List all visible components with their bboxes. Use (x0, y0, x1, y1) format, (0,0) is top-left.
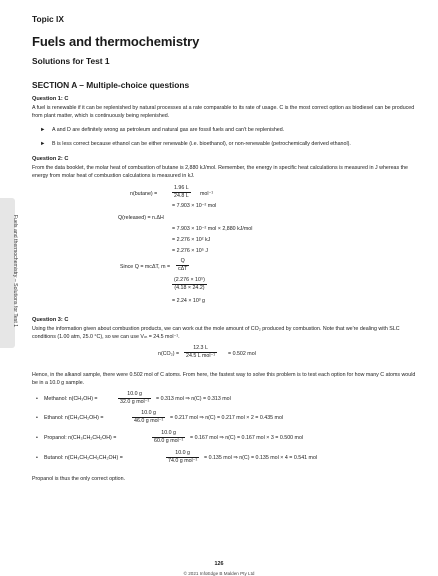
question-2-heading: Question 2: C (32, 156, 69, 162)
fraction-numerator: 10.0 g (132, 410, 165, 418)
option-label: Methanol: n(CH₃OH) = (44, 396, 98, 402)
fraction-numerator: 10.0 g (152, 430, 185, 438)
option-row (32, 391, 416, 409)
question-1-bullet-1 (32, 126, 416, 134)
fraction-denominator: 60.0 g mol⁻¹ (154, 438, 184, 444)
page-subtitle: Solutions for Test 1 (32, 56, 110, 66)
q-released-line-1: = 7.903 × 10⁻² mol × 2,880 kJ/mol (172, 226, 253, 232)
arrow-bullet-icon: ► (40, 141, 46, 147)
section-heading: SECTION A – Multiple-choice questions (32, 80, 190, 90)
co2-fraction (184, 345, 217, 360)
since-label: Since Q = mcΔT, m = (120, 264, 171, 270)
option-result: = 0.217 mol ⇒ n(C) = 0.217 mol × 2 = 0.435 mol (170, 415, 284, 421)
option-label: Propanol: n(CH₃CH₂CH₂OH) = (44, 435, 117, 441)
n-butane-fraction (172, 185, 191, 200)
bullet-dot-icon: • (36, 455, 38, 461)
page-title: Fuels and thermochemistry (32, 34, 200, 49)
option-label: Butanol: n(CH₃CH₂CH₂CH₂OH) = (44, 455, 123, 461)
arrow-bullet-icon: ► (40, 127, 46, 133)
q-released-label: Q(released) = n.ΔH (118, 215, 164, 221)
bullet-dot-icon: • (36, 415, 38, 421)
q-released-line-3: = 2.276 × 10⁵ J (172, 248, 209, 254)
fraction-denominator: 24.5 L mol⁻¹ (186, 353, 216, 359)
topic-label: Topic IX (32, 14, 64, 24)
question-1-bullet-2 (32, 140, 416, 148)
fraction-numerator: 1.96 L (174, 185, 189, 191)
side-label: Fuels and thermochemistry – Solutions for Test 1 (12, 214, 18, 328)
question-1-heading: Question 1: C (32, 96, 69, 102)
option-fraction (166, 450, 199, 465)
fraction-numerator: 10.0 g (166, 450, 199, 458)
fraction-numerator: Q (176, 258, 189, 266)
question-1-body: A fuel is renewable if it can be replenished by natural processes at a rate comparable to its rate of usage. C is the most correct option as biodiesel can be produced from plant matter, which is continuously being replenished. (32, 105, 415, 119)
fraction-numerator: (2.276 × 10⁵) (174, 277, 205, 283)
question-3-hence: Hence, in the alkanol sample, there were 0.502 mol of C atoms. From here, the fastest way to solve this problem is to test each option for how many C atoms would be in a 10.0 g sample. (32, 372, 416, 386)
mass-fraction (176, 258, 189, 273)
page-number: 126 (214, 561, 224, 567)
fraction-numerator: 12.3 L (184, 345, 217, 353)
question-3-body: Using the information given about combustion products, we can work out the mole amount of CO₂ produced by combustion. Note that we're dealing with SLC conditions (1.00 atm, 25.0 °C), so we can use Vₘ = 24.5 mol⁻¹. (32, 326, 400, 340)
n-butane-result: = 7.903 × 10⁻² mol (172, 203, 217, 209)
fraction-denominator: 32.0 g mol⁻¹ (120, 399, 150, 405)
question-1-bullet-2-text: B is less correct because ethanol can be either renewable (i.e. bioethanol), or non-renewable (petrochemically derived ethanol). (52, 141, 351, 147)
option-fraction (118, 391, 151, 406)
option-label: Ethanol: n(CH₃CH₂OH) = (44, 415, 104, 421)
co2-calculation (32, 345, 416, 367)
bullet-dot-icon: • (36, 396, 38, 402)
fraction-denominator: 24.8 L (174, 193, 189, 199)
question-2-working (32, 185, 416, 311)
co2-result: = 0.502 mol (228, 351, 256, 357)
option-fraction (152, 430, 185, 445)
question-3-conclusion: Propanol is thus the only correct option. (32, 476, 126, 482)
co2-label: n(CO₂) = (158, 351, 180, 357)
fraction-denominator: 46.0 g mol⁻¹ (134, 418, 164, 424)
question-1-bullet-1-text: A and D are definitely wrong as petroleum and natural gas are fossil fuels and can't be replenished. (52, 127, 285, 133)
question-2-body: From the data booklet, the molar heat of combustion of butane is 2,880 kJ/mol. Remember, the energy in specific heat calculations is measured in J whereas the energy from molar heat of combustion calculations is measured in kJ. (32, 165, 408, 179)
alkanol-options (32, 391, 416, 471)
option-result: = 0.313 mol ⇒ n(C) = 0.313 mol (156, 396, 231, 402)
mass-result: = 2.24 × 10³ g (172, 298, 205, 304)
option-result: = 0.167 mol ⇒ n(C) = 0.167 mol × 3 = 0.500 mol (190, 435, 304, 441)
option-row (32, 450, 416, 468)
fraction-denominator: cΔT (178, 266, 188, 272)
fraction-denominator: 74.0 g mol⁻¹ (168, 458, 198, 464)
fraction-numerator: 10.0 g (118, 391, 151, 399)
option-row (32, 430, 416, 448)
mass-values-fraction (172, 277, 207, 292)
question-3-heading: Question 3: C (32, 317, 69, 323)
content (32, 14, 416, 483)
copyright: © 2021 InfoEdge B Malden Pty Ltd (183, 571, 255, 576)
option-fraction (132, 410, 165, 425)
n-butane-label: n(butane) = (130, 191, 158, 197)
n-butane-unit: mol⁻¹ (200, 191, 214, 197)
option-result: = 0.135 mol ⇒ n(C) = 0.135 mol × 4 = 0.541 mol (204, 455, 318, 461)
fraction-denominator: (4.18 × 24.2) (174, 285, 205, 291)
option-row (32, 410, 416, 428)
bullet-dot-icon: • (36, 435, 38, 441)
q-released-line-2: = 2.276 × 10² kJ (172, 237, 211, 243)
